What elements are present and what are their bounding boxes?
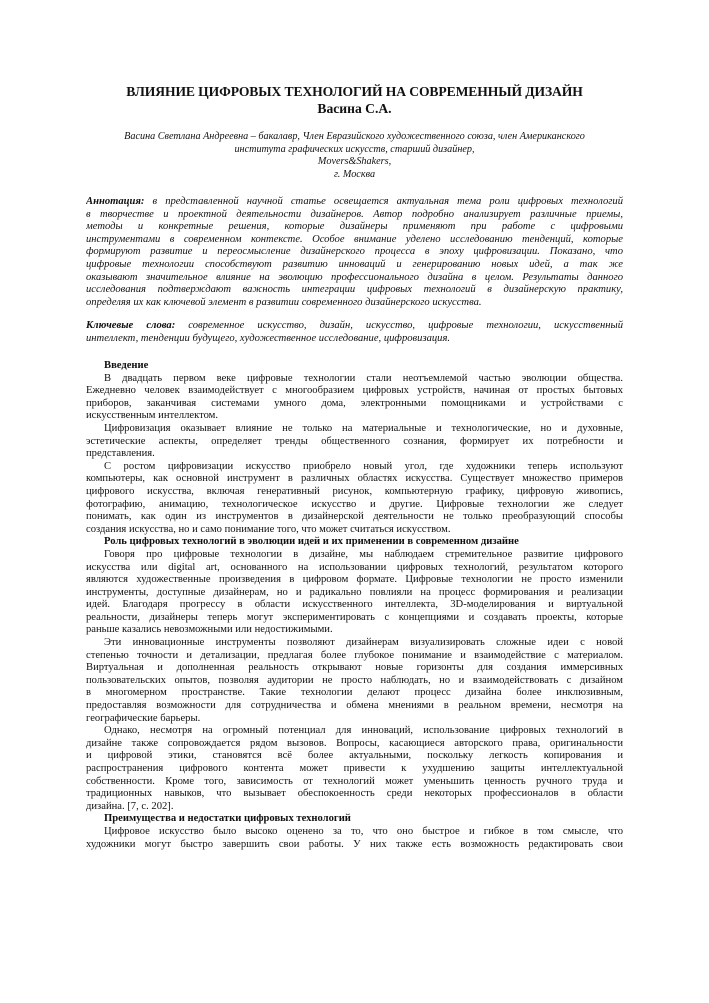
affiliation-line: Васина Светлана Андреевна – бакалавр, Член Евразийского художественного союза, член Американского: [124, 131, 585, 142]
paragraph-line: Ежедневно человек взаимодействует с многообразием цифровых устройств, начиная от простых бытовых: [86, 385, 623, 397]
abstract-line: оказывают значительное влияние на эволюцию профессионального дизайна в целом. Результаты данного: [86, 271, 623, 283]
paragraph-line: дизайне также сопровождается рядом вызовов. Вопросы, касающиеся авторского права, оригинальности: [86, 737, 623, 749]
introduction: [86, 360, 623, 851]
paragraph-line: реальности, дизайнеры теперь могут экспериментировать с концепциями и создавать проекты, которые: [86, 611, 623, 623]
paragraph-line: Цифровизация оказывает влияние не только на материальные и технологические, но и духовные,: [104, 422, 623, 434]
abstract-line: цифровые технологии способствуют развитию инноваций и генерированию новых идей, а так же: [86, 258, 623, 270]
paragraph-line: раньше казались невозможными или недостижимыми.: [86, 624, 333, 636]
keywords: [86, 320, 623, 345]
section-heading: Роль цифровых технологий в эволюции идей и их применении в современном дизайне: [104, 536, 519, 548]
paragraph-line: и цифровой этики, становятся всё более актуальными, поскольку легкость копирования и: [86, 750, 623, 762]
abstract-line: исследования подтверждают важность интеграции цифровых технологий в дизайнерскую практику,: [86, 284, 623, 296]
paragraph-line: Эти инновационные инструменты позволяют дизайнерам визуализировать сложные идеи с новой: [104, 637, 623, 649]
keywords-line: интеллект, тенденции будущего, художественное исследование, цифровизация.: [86, 332, 451, 344]
paragraph-line: пользовательских опытов, позволяя аудитории не просто наблюдать, но и взаимодействовать с дизайном: [86, 674, 623, 686]
section2-body: [86, 826, 623, 851]
paper-title: ВЛИЯНИЕ ЦИФРОВЫХ ТЕХНОЛОГИЙ НА СОВРЕМЕННЫЙ ДИЗАЙН: [126, 84, 583, 99]
section-heading: Преимущества и недостатки цифровых технологий: [104, 813, 351, 825]
paragraph-line: степенью точности и детализации, предлагая более глубокое понимание и взаимодействие с материалом.: [86, 649, 623, 661]
paragraph-line: искусства или digital art, основанного на использовании цифровых технологий, результатом которого: [86, 561, 623, 573]
affiliation-line: института графических искусств, старший дизайнер,: [234, 143, 475, 155]
keywords-line: Ключевые слова: современное искусство, дизайн, искусство, цифровые технологии, искусственный: [86, 320, 623, 331]
abstract: [86, 196, 623, 309]
paragraph-line: Однако, несмотря на огромный потенциал для инноваций, использование цифровых технологий в: [104, 725, 623, 737]
paragraph-line: С ростом цифровизации искусство приобрело новый угол, где художники теперь используют: [104, 460, 623, 472]
section1-body: [86, 549, 623, 813]
introduction-body: [86, 373, 623, 537]
paragraph-line: инструменты, доступные дизайнерам, но и радикально повлияли на процесс формирования и реализации: [86, 586, 623, 598]
author-affiliation: [100, 131, 609, 181]
paragraph-line: фотографию, анимацию, технологическое искусство и другие. Цифровые технологии же следует: [86, 498, 623, 510]
abstract-line: в творчестве и проектной деятельности дизайнеров. Автор подробно анализирует различные приемы,: [86, 208, 623, 220]
paragraph-line: понимать, как один из инструментов в дизайнерской деятельности не только преобразующий способы: [86, 511, 623, 523]
paragraph-line: Цифровое искусство было высоко оценено за то, что оно быстрое и гибкое в том смысле, что: [104, 825, 623, 837]
abstract-line: инструментами в современном контексте. Особое внимание уделено исследованию тенденций, которые: [86, 233, 623, 245]
paper-author: Васина С.А.: [317, 101, 392, 116]
keywords-label: Ключевые слова:: [86, 320, 176, 331]
affiliation-line: Movers&Shakers,: [317, 156, 392, 168]
paragraph-line: географические барьеры.: [86, 712, 201, 724]
paragraph-line: идей. Благодаря прогрессу в области искусственного интеллекта, 3D-моделирования и виртуальной: [86, 599, 623, 611]
paragraph-line: В двадцать первом веке цифровые технологии стали неотъемлемой частью эволюции общества.: [104, 372, 623, 384]
paragraph-line: традиционных навыков, что вызывает обеспокоенность среди некоторых профессионалов в области: [86, 788, 623, 800]
paragraph-line: создания искусства, но и само понимание того, что может считаться искусством.: [86, 523, 451, 535]
paragraph-line: приборов, заканчивая системами умного дома, электронными помощниками и устройствами с: [86, 397, 623, 409]
paragraph-line: предоставляя возможности для сотрудничества и обмена мнениями в реальном времени, несмотря на: [86, 700, 623, 712]
paragraph-line: распространения цифрового контента может привести к ухудшению защиты интеллектуальной: [86, 763, 623, 774]
paragraph-line: эстетические аспекты, определяет тренды общественного сознания, формирует их потребности и: [86, 435, 623, 447]
abstract-label: Аннотация:: [86, 196, 145, 207]
paragraph-line: представления.: [86, 448, 155, 460]
affiliation-line: г. Москва: [333, 168, 376, 180]
paragraph-line: Виртуальная и дополненная реальность открывают новые горизонты для создания иммерсивных: [86, 662, 623, 674]
paragraph-line: цифрового искусства, включая генеративный рисунок, компьютерную графику, цифровую живопись,: [86, 485, 623, 497]
paragraph-line: дизайна. [7, с. 202].: [86, 800, 174, 812]
paragraph-line: компьютеры, как основной инструмент в различных областях искусства. Существует множество примеров: [86, 473, 623, 485]
paragraph-line: искусственным интеллектом.: [86, 410, 219, 422]
paragraph-line: Говоря про цифровые технологии в дизайне, мы наблюдаем стремительное развитие цифрового: [104, 548, 623, 560]
abstract-line: формируют развитие и переосмысление дизайнерского процесса в эпоху цифровизации. Показано, что: [86, 246, 623, 258]
paragraph-line: в многомерном пространстве. Такие технологии делают процесс дизайна более инклюзивным,: [86, 687, 623, 699]
paragraph-line: художники могут быстро завершить свои работы. У них также есть возможность редактировать свои: [86, 838, 623, 850]
section-heading: Введение: [104, 360, 149, 371]
abstract-line: методы и конкретные решения, которые дизайнеры применяют при работе с цифровыми: [86, 221, 623, 233]
paragraph-line: являются художественные произведения в цифровом формате. Цифровые технологии не просто изменили: [86, 574, 623, 586]
abstract-line: определяя их как ключевой элемент в развитии современного дизайнерского искусства.: [86, 296, 482, 308]
abstract-line: Аннотация: в представленной научной статье освещается актуальная тема роли цифровых технологий: [86, 196, 623, 207]
paragraph-line: собственности. Кроме того, зависимость от технологий может уменьшить ценность ручного труда и: [86, 775, 623, 787]
